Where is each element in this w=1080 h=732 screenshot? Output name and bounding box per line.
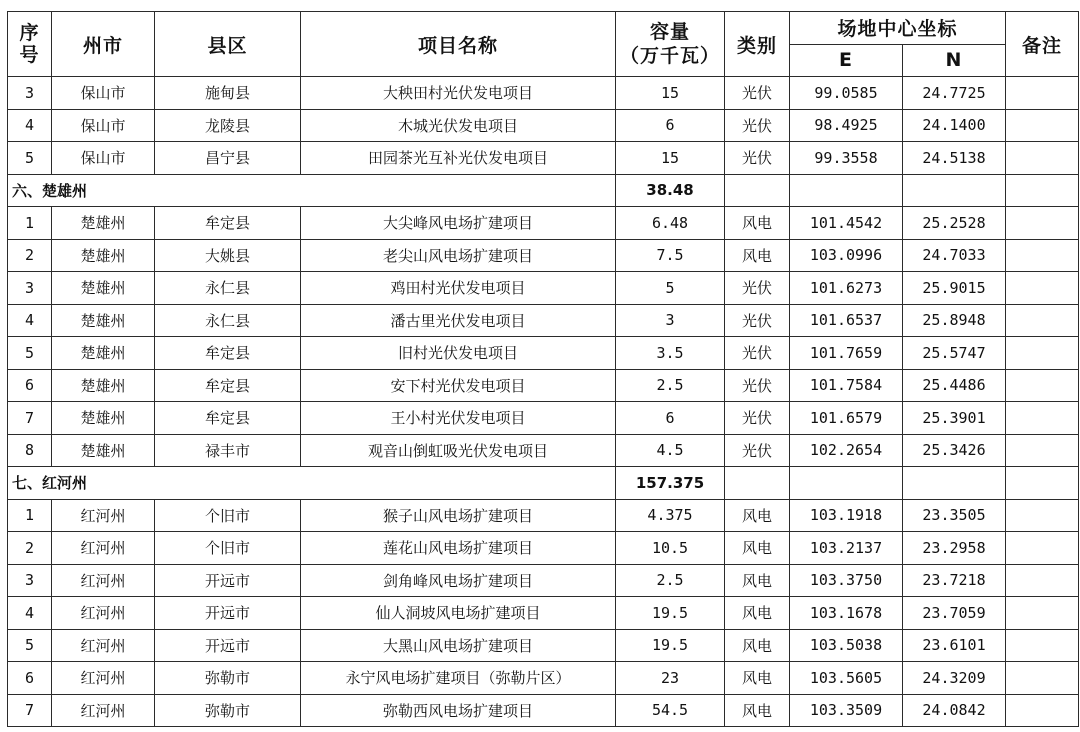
n-cell: 24.3209 (903, 662, 1006, 695)
city-cell: 红河州 (52, 597, 155, 630)
seq-cell: 5 (8, 337, 52, 370)
note-cell (1006, 272, 1079, 305)
e-cell: 103.5038 (790, 629, 903, 662)
project-name-cell: 弥勒西风电场扩建项目 (301, 694, 616, 727)
e-cell: 101.4542 (790, 207, 903, 240)
type-cell: 光伏 (725, 337, 790, 370)
n-cell: 24.7725 (903, 77, 1006, 110)
capacity-cell: 6 (616, 109, 725, 142)
note-cell (1006, 402, 1079, 435)
city-cell: 红河州 (52, 499, 155, 532)
city-cell: 红河州 (52, 629, 155, 662)
project-name-cell: 仙人洞坡风电场扩建项目 (301, 597, 616, 630)
e-cell: 101.7659 (790, 337, 903, 370)
city-cell: 红河州 (52, 564, 155, 597)
type-cell: 风电 (725, 499, 790, 532)
table-row (8, 272, 1079, 305)
table-row (8, 304, 1079, 337)
county-cell: 开远市 (155, 597, 301, 630)
project-name-cell: 永宁风电场扩建项目（弥勒片区） (301, 662, 616, 695)
n-cell: 23.2958 (903, 532, 1006, 565)
n-cell: 25.3901 (903, 402, 1006, 435)
type-cell: 光伏 (725, 109, 790, 142)
city-cell: 楚雄州 (52, 239, 155, 272)
type-cell: 风电 (725, 207, 790, 240)
header-county: 县区 (155, 12, 301, 77)
capacity-cell: 54.5 (616, 694, 725, 727)
n-cell: 24.0842 (903, 694, 1006, 727)
group-row (8, 467, 1079, 500)
county-cell: 个旧市 (155, 499, 301, 532)
e-cell: 103.0996 (790, 239, 903, 272)
seq-cell: 7 (8, 694, 52, 727)
project-name-cell: 老尖山风电场扩建项目 (301, 239, 616, 272)
county-cell: 牟定县 (155, 402, 301, 435)
seq-cell: 1 (8, 207, 52, 240)
header-n: N (903, 44, 1006, 77)
type-cell: 光伏 (725, 272, 790, 305)
project-name-cell: 莲花山风电场扩建项目 (301, 532, 616, 565)
seq-cell: 2 (8, 532, 52, 565)
capacity-cell: 19.5 (616, 629, 725, 662)
table-row (8, 532, 1079, 565)
table-row (8, 662, 1079, 695)
note-cell (1006, 239, 1079, 272)
seq-cell: 4 (8, 304, 52, 337)
e-cell: 103.5605 (790, 662, 903, 695)
county-cell: 弥勒市 (155, 662, 301, 695)
city-cell: 楚雄州 (52, 337, 155, 370)
e-cell: 101.7584 (790, 369, 903, 402)
city-cell: 红河州 (52, 694, 155, 727)
n-cell: 25.8948 (903, 304, 1006, 337)
group-capacity: 38.48 (616, 174, 725, 207)
capacity-cell: 5 (616, 272, 725, 305)
note-cell (1006, 629, 1079, 662)
note-cell (1006, 499, 1079, 532)
county-cell: 大姚县 (155, 239, 301, 272)
n-cell: 23.7059 (903, 597, 1006, 630)
note-cell (1006, 142, 1079, 175)
header-city: 州市 (52, 12, 155, 77)
capacity-cell: 3 (616, 304, 725, 337)
seq-cell: 2 (8, 239, 52, 272)
seq-cell: 7 (8, 402, 52, 435)
city-cell: 保山市 (52, 109, 155, 142)
type-cell: 风电 (725, 694, 790, 727)
n-cell: 24.7033 (903, 239, 1006, 272)
n-cell: 24.1400 (903, 109, 1006, 142)
county-cell: 龙陵县 (155, 109, 301, 142)
city-cell: 保山市 (52, 77, 155, 110)
table-row (8, 629, 1079, 662)
table-row (8, 77, 1079, 110)
n-cell: 23.7218 (903, 564, 1006, 597)
county-cell: 开远市 (155, 564, 301, 597)
city-cell: 楚雄州 (52, 304, 155, 337)
capacity-cell: 4.375 (616, 499, 725, 532)
note-cell (1006, 467, 1079, 500)
e-cell (790, 174, 903, 207)
capacity-cell: 6 (616, 402, 725, 435)
group-capacity: 157.375 (616, 467, 725, 500)
group-label: 七、红河州 (8, 467, 616, 500)
e-cell: 103.1678 (790, 597, 903, 630)
n-cell: 23.3505 (903, 499, 1006, 532)
table-row (8, 337, 1079, 370)
table-row (8, 597, 1079, 630)
project-name-cell: 大尖峰风电场扩建项目 (301, 207, 616, 240)
seq-cell: 4 (8, 597, 52, 630)
n-cell: 23.6101 (903, 629, 1006, 662)
note-cell (1006, 564, 1079, 597)
n-cell (903, 467, 1006, 500)
type-cell: 光伏 (725, 369, 790, 402)
county-cell: 牟定县 (155, 207, 301, 240)
project-name-cell: 潘古里光伏发电项目 (301, 304, 616, 337)
seq-cell: 3 (8, 564, 52, 597)
county-cell: 个旧市 (155, 532, 301, 565)
capacity-cell: 23 (616, 662, 725, 695)
type-cell (725, 467, 790, 500)
header-seq: 序号 (8, 12, 52, 77)
project-table (7, 11, 1079, 727)
seq-cell: 6 (8, 662, 52, 695)
seq-cell: 6 (8, 369, 52, 402)
seq-cell: 1 (8, 499, 52, 532)
city-cell: 楚雄州 (52, 207, 155, 240)
header-note: 备注 (1006, 12, 1079, 77)
header-capacity-line1: 容量 (649, 21, 690, 43)
city-cell: 楚雄州 (52, 272, 155, 305)
project-name-cell: 大秧田村光伏发电项目 (301, 77, 616, 110)
county-cell: 永仁县 (155, 272, 301, 305)
type-cell: 风电 (725, 629, 790, 662)
table-row (8, 434, 1079, 467)
note-cell (1006, 532, 1079, 565)
note-cell (1006, 662, 1079, 695)
type-cell: 风电 (725, 597, 790, 630)
e-cell: 98.4925 (790, 109, 903, 142)
seq-cell: 4 (8, 109, 52, 142)
capacity-cell: 7.5 (616, 239, 725, 272)
header-capacity (616, 12, 725, 77)
capacity-cell: 3.5 (616, 337, 725, 370)
capacity-cell: 6.48 (616, 207, 725, 240)
note-cell (1006, 597, 1079, 630)
header-project: 项目名称 (301, 12, 616, 77)
capacity-cell: 2.5 (616, 564, 725, 597)
header-type: 类别 (725, 12, 790, 77)
note-cell (1006, 369, 1079, 402)
table-row (8, 369, 1079, 402)
table-row (8, 239, 1079, 272)
note-cell (1006, 109, 1079, 142)
county-cell: 昌宁县 (155, 142, 301, 175)
capacity-cell: 15 (616, 142, 725, 175)
county-cell: 牟定县 (155, 369, 301, 402)
county-cell: 永仁县 (155, 304, 301, 337)
type-cell: 风电 (725, 532, 790, 565)
n-cell: 25.4486 (903, 369, 1006, 402)
table-row (8, 499, 1079, 532)
e-cell: 99.0585 (790, 77, 903, 110)
n-cell: 25.5747 (903, 337, 1006, 370)
e-cell: 103.3750 (790, 564, 903, 597)
note-cell (1006, 337, 1079, 370)
county-cell: 牟定县 (155, 337, 301, 370)
seq-cell: 3 (8, 272, 52, 305)
n-cell: 25.2528 (903, 207, 1006, 240)
table-row (8, 694, 1079, 727)
city-cell: 楚雄州 (52, 402, 155, 435)
project-name-cell: 安下村光伏发电项目 (301, 369, 616, 402)
county-cell: 弥勒市 (155, 694, 301, 727)
table-header (8, 12, 1079, 77)
capacity-cell: 10.5 (616, 532, 725, 565)
n-cell: 24.5138 (903, 142, 1006, 175)
table-row (8, 207, 1079, 240)
project-name-cell: 大黑山风电场扩建项目 (301, 629, 616, 662)
county-cell: 禄丰市 (155, 434, 301, 467)
e-cell: 101.6273 (790, 272, 903, 305)
county-cell: 开远市 (155, 629, 301, 662)
type-cell: 光伏 (725, 402, 790, 435)
note-cell (1006, 434, 1079, 467)
note-cell (1006, 694, 1079, 727)
project-name-cell: 猴子山风电场扩建项目 (301, 499, 616, 532)
type-cell: 风电 (725, 662, 790, 695)
group-row (8, 174, 1079, 207)
project-name-cell: 旧村光伏发电项目 (301, 337, 616, 370)
n-cell: 25.9015 (903, 272, 1006, 305)
type-cell: 光伏 (725, 77, 790, 110)
type-cell: 光伏 (725, 304, 790, 337)
note-cell (1006, 77, 1079, 110)
note-cell (1006, 174, 1079, 207)
note-cell (1006, 304, 1079, 337)
capacity-cell: 19.5 (616, 597, 725, 630)
type-cell: 风电 (725, 239, 790, 272)
type-cell: 光伏 (725, 142, 790, 175)
project-name-cell: 田园茶光互补光伏发电项目 (301, 142, 616, 175)
table-row (8, 142, 1079, 175)
header-capacity-line2: （万千瓦） (619, 45, 720, 67)
n-cell: 25.3426 (903, 434, 1006, 467)
type-cell (725, 174, 790, 207)
seq-cell: 5 (8, 142, 52, 175)
table-row (8, 564, 1079, 597)
table-row (8, 402, 1079, 435)
type-cell: 风电 (725, 564, 790, 597)
city-cell: 红河州 (52, 532, 155, 565)
e-cell: 99.3558 (790, 142, 903, 175)
table-row (8, 109, 1079, 142)
county-cell: 施甸县 (155, 77, 301, 110)
e-cell: 101.6537 (790, 304, 903, 337)
e-cell (790, 467, 903, 500)
city-cell: 红河州 (52, 662, 155, 695)
type-cell: 光伏 (725, 434, 790, 467)
city-cell: 楚雄州 (52, 369, 155, 402)
seq-cell: 3 (8, 77, 52, 110)
seq-cell: 8 (8, 434, 52, 467)
project-name-cell: 剑角峰风电场扩建项目 (301, 564, 616, 597)
table-body (8, 77, 1079, 727)
capacity-cell: 15 (616, 77, 725, 110)
n-cell (903, 174, 1006, 207)
note-cell (1006, 207, 1079, 240)
e-cell: 103.1918 (790, 499, 903, 532)
header-coords: 场地中心坐标 (790, 12, 1006, 45)
e-cell: 103.2137 (790, 532, 903, 565)
city-cell: 保山市 (52, 142, 155, 175)
project-name-cell: 鸡田村光伏发电项目 (301, 272, 616, 305)
group-label: 六、楚雄州 (8, 174, 616, 207)
capacity-cell: 2.5 (616, 369, 725, 402)
project-name-cell: 木城光伏发电项目 (301, 109, 616, 142)
e-cell: 102.2654 (790, 434, 903, 467)
header-e: E (790, 44, 903, 77)
e-cell: 103.3509 (790, 694, 903, 727)
project-name-cell: 王小村光伏发电项目 (301, 402, 616, 435)
city-cell: 楚雄州 (52, 434, 155, 467)
e-cell: 101.6579 (790, 402, 903, 435)
project-name-cell: 观音山倒虹吸光伏发电项目 (301, 434, 616, 467)
seq-cell: 5 (8, 629, 52, 662)
capacity-cell: 4.5 (616, 434, 725, 467)
